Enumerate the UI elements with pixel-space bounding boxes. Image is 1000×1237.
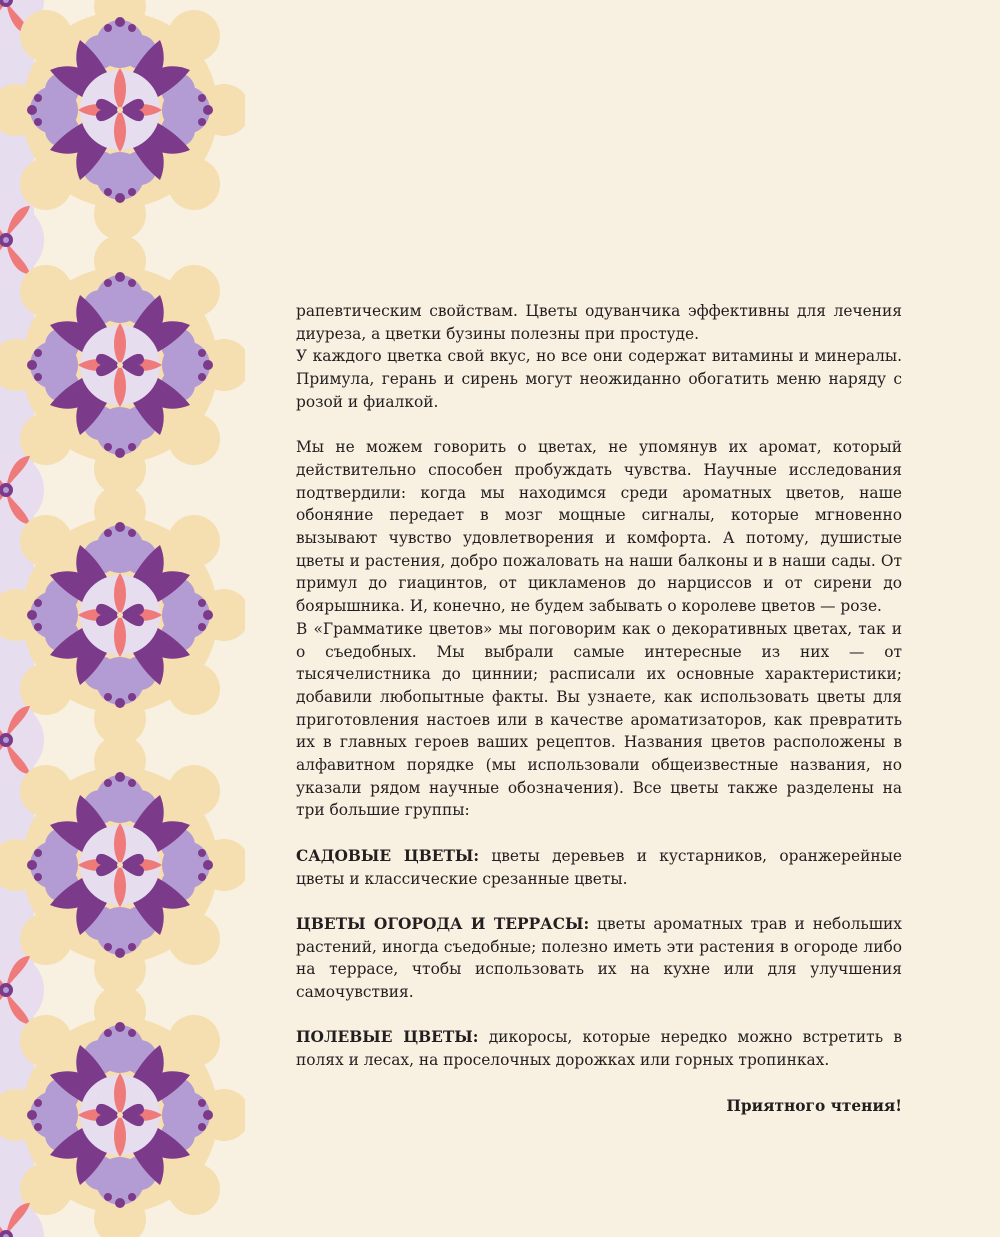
group-term: САДОВЫЕ ЦВЕТЫ: <box>296 846 480 865</box>
paragraph: рапевтическим свойствам. Цветы одуванчика эффективны для лечения диуреза, а цветки бузины полезны при простуде. <box>296 302 902 343</box>
group-garden-flowers <box>296 845 902 890</box>
main-text-column <box>296 300 902 1117</box>
group-description: дикоросы, которые нередко можно встретить в полях и лесах, на проселочных дорожках или горных тропинках. <box>296 1028 902 1070</box>
group-field-flowers <box>296 1026 902 1071</box>
group-description: цветы ароматных трав и небольших растений, иногда съедобные; полезно иметь эти растения в огороде либо на террасе, чтобы использовать их на кухне или для улучшения самочувствия. <box>296 914 902 1002</box>
paragraph: В «Грамматике цветов» мы поговорим как о декоративных цветах, так и о съедобных. Мы выбрали самые интересные из них — от тысячелистника до циннии; расписали их основные характеристики; добавили любопытные факты. Вы узнаете, как использовать цветы для приготовления настоев или в качестве ароматизаторов, как превратить их в главных героев ваших рецептов. Названия цветов расположены в алфавитном порядке (мы использовали общеизвестные названия, но указали рядом научные обозначения). Все цветы также разделены на три большие группы: <box>296 619 902 820</box>
group-description: цветы деревьев и кустарников, оранжерейные цветы и классические срезанные цветы. <box>296 846 902 888</box>
paragraph: Мы не можем говорить о цветах, не упомянув их аромат, который действительно способен пробуждать чувства. Научные исследования подтвердили: когда мы находимся среди ароматных цветов, наше обоняние передает в мозг мощные сигналы, которые мгновенно вызывают чувство удовлетворения и комфорта. А потому, душистые цветы и растения, добро пожаловать на наши балконы и в наши сады. От примул до гиацинтов, от цикламенов до нарциссов и от сирени до боярышника. И, конечно, не будем забывать о королеве цветов — розе. <box>296 438 902 616</box>
group-term: ПОЛЕВЫЕ ЦВЕТЫ: <box>296 1028 479 1047</box>
floral-mandala-ornament <box>0 0 245 1237</box>
closing-line: Приятного чтения! <box>726 1096 902 1115</box>
paragraph: У каждого цветка свой вкус, но все они содержат витамины и минералы. Примула, герань и сирень могут неожиданно обогатить меню наряду с розой и фиалкой. <box>296 347 902 411</box>
group-term: ЦВЕТЫ ОГОРОДА И ТЕРРАСЫ: <box>296 914 590 933</box>
floral-border-strip <box>0 0 245 1237</box>
group-vegetable-garden-terrace-flowers <box>296 913 902 1004</box>
